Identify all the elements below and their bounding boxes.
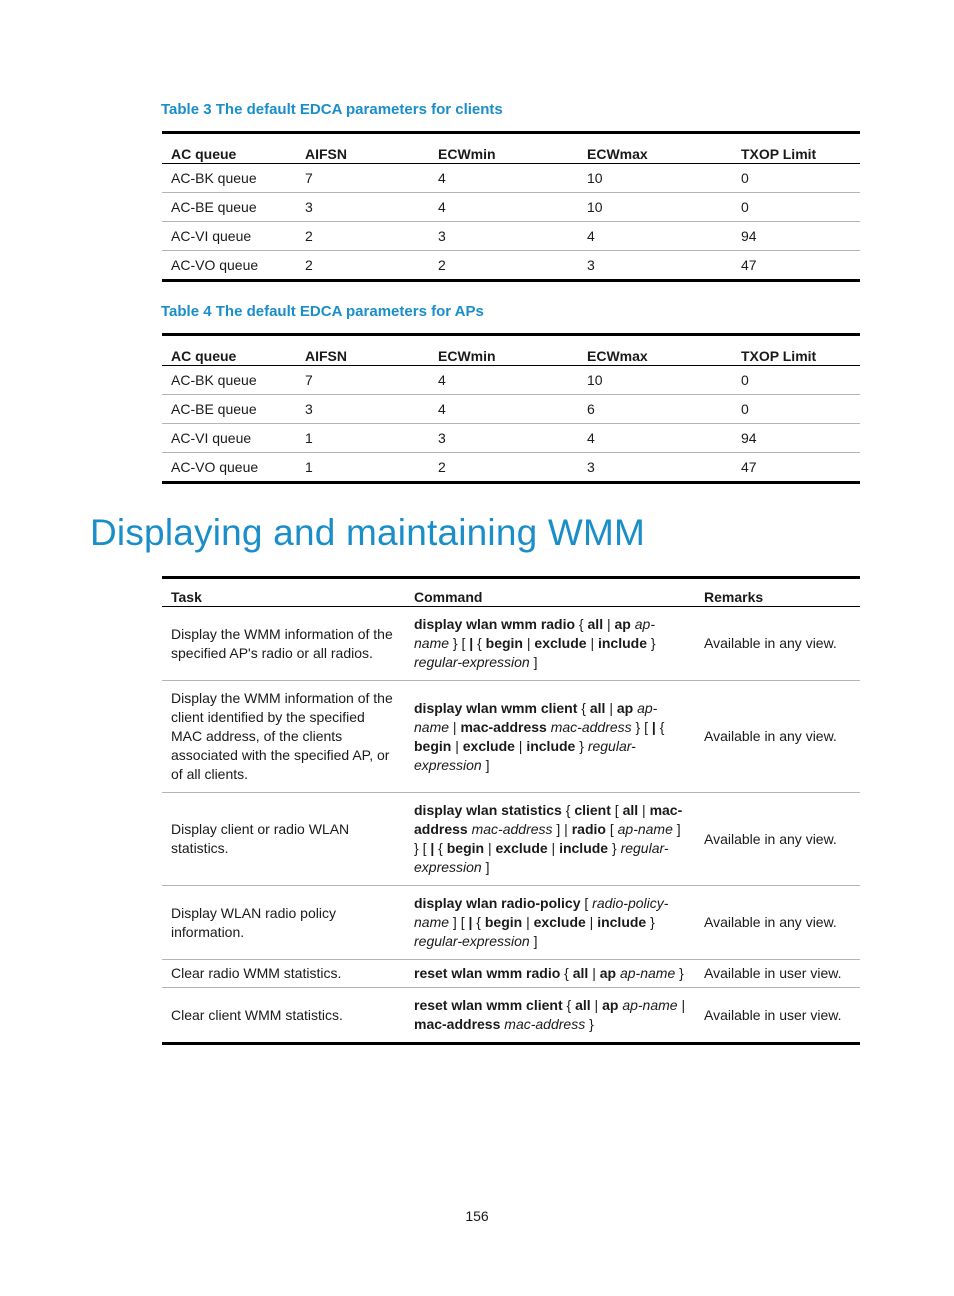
column-header: Command bbox=[405, 578, 695, 607]
column-header: AC queue bbox=[162, 335, 296, 366]
command-cell bbox=[405, 886, 695, 960]
command-argument: ap-name bbox=[414, 699, 658, 735]
table-row bbox=[162, 793, 860, 886]
table-cell: 2 bbox=[429, 453, 578, 483]
column-header: Task bbox=[162, 578, 405, 607]
command-keyword: | bbox=[651, 718, 656, 735]
table-row bbox=[162, 366, 860, 395]
command-keyword: | bbox=[469, 635, 474, 651]
command-keyword: all bbox=[622, 802, 639, 818]
command-keyword: ap bbox=[614, 616, 631, 632]
command-syntax: { bbox=[575, 616, 588, 632]
table-cell: AC-VI queue bbox=[162, 424, 296, 453]
remarks-cell: Available in any view. bbox=[695, 793, 860, 886]
table-cell: 3 bbox=[429, 222, 578, 251]
section-title: Displaying and maintaining WMM bbox=[90, 512, 646, 553]
column-header: Remarks bbox=[695, 578, 860, 607]
command-syntax: } [ bbox=[631, 718, 652, 735]
command-keyword: exclude bbox=[533, 914, 586, 930]
command-syntax: | bbox=[451, 737, 463, 754]
command-syntax: } bbox=[675, 965, 684, 981]
command-syntax: | bbox=[588, 965, 600, 981]
table-cell: 4 bbox=[429, 395, 578, 424]
command-syntax: { bbox=[655, 718, 665, 735]
table-row bbox=[162, 960, 860, 988]
command-keyword: radio bbox=[571, 821, 606, 837]
column-header: TXOP Limit bbox=[732, 133, 860, 164]
command-keyword: mac-address bbox=[414, 1016, 501, 1032]
command-keyword: | bbox=[468, 914, 473, 930]
table-row bbox=[162, 681, 860, 793]
table-cell: 3 bbox=[429, 424, 578, 453]
table-cell: AC-BK queue bbox=[162, 164, 296, 193]
task-cell: Clear radio WMM statistics. bbox=[162, 960, 405, 988]
wmm-commands-table bbox=[162, 576, 860, 1045]
command-syntax: ] } [ bbox=[414, 821, 681, 856]
remarks-cell: Available in user view. bbox=[695, 960, 860, 988]
table-cell: 7 bbox=[296, 164, 429, 193]
command-syntax: } bbox=[575, 737, 588, 754]
command-keyword: reset wlan wmm radio bbox=[414, 965, 561, 981]
task-cell: Display WLAN radio policy information. bbox=[162, 886, 405, 960]
command-syntax: | bbox=[603, 616, 615, 632]
table3-caption: Table 3 The default EDCA parameters for clients bbox=[161, 101, 503, 118]
command-keyword: begin bbox=[414, 737, 452, 754]
command-keyword: reset wlan wmm client bbox=[414, 997, 563, 1013]
command-cell bbox=[405, 681, 695, 793]
table-cell: 7 bbox=[296, 366, 429, 395]
command-syntax: [ bbox=[580, 895, 593, 911]
command-keyword: display wlan radio-policy bbox=[414, 895, 581, 911]
command-syntax: | bbox=[585, 914, 598, 930]
command-syntax: | bbox=[547, 840, 560, 856]
command-argument: ap-name bbox=[617, 821, 673, 837]
command-argument: regular-expression bbox=[414, 933, 530, 949]
command-keyword: all bbox=[572, 965, 589, 981]
table-header-row bbox=[162, 578, 860, 607]
command-syntax: { bbox=[560, 965, 573, 981]
command-syntax: | bbox=[677, 997, 686, 1013]
table-cell: 3 bbox=[296, 395, 429, 424]
table-cell: 0 bbox=[732, 366, 860, 395]
column-header: TXOP Limit bbox=[732, 335, 860, 366]
command-syntax: ] | bbox=[552, 821, 572, 837]
command-syntax: } [ bbox=[449, 635, 470, 651]
table-cell: 0 bbox=[732, 395, 860, 424]
command-keyword: begin bbox=[485, 635, 523, 651]
table-row bbox=[162, 607, 860, 681]
command-syntax: { bbox=[577, 699, 590, 716]
table4-caption: Table 4 The default EDCA parameters for APs bbox=[161, 303, 484, 320]
table-cell: 0 bbox=[732, 193, 860, 222]
command-syntax: | bbox=[523, 635, 535, 651]
command-syntax: ] bbox=[481, 859, 490, 875]
column-header: AIFSN bbox=[296, 335, 429, 366]
command-keyword: ap bbox=[599, 965, 617, 981]
column-header: AIFSN bbox=[296, 133, 429, 164]
table-cell: 94 bbox=[732, 424, 860, 453]
table3-edca-clients bbox=[162, 131, 860, 282]
command-keyword: all bbox=[587, 616, 604, 632]
command-keyword: exclude bbox=[534, 635, 587, 651]
table-row bbox=[162, 424, 860, 453]
command-keyword: display wlan wmm client bbox=[414, 699, 578, 716]
command-argument: radio-policy-name bbox=[414, 895, 669, 930]
page-number: 156 bbox=[465, 1208, 489, 1224]
table-cell: 3 bbox=[578, 251, 732, 281]
column-header: ECWmin bbox=[429, 133, 578, 164]
table-cell: 2 bbox=[296, 251, 429, 281]
command-keyword: ap bbox=[616, 699, 634, 716]
command-syntax: } bbox=[608, 840, 621, 856]
command-cell bbox=[405, 988, 695, 1044]
command-keyword: exclude bbox=[495, 840, 548, 856]
table-cell: 2 bbox=[296, 222, 429, 251]
column-header: ECWmax bbox=[578, 133, 732, 164]
remarks-cell: Available in user view. bbox=[695, 988, 860, 1044]
command-keyword: include bbox=[597, 914, 647, 930]
table4-edca-aps bbox=[162, 333, 860, 484]
table-cell: 0 bbox=[732, 164, 860, 193]
command-keyword: include bbox=[597, 635, 647, 651]
command-syntax: { bbox=[472, 914, 485, 930]
task-cell: Display the WMM information of the specified AP's radio or all radios. bbox=[162, 607, 405, 681]
command-syntax: ] [ bbox=[449, 914, 469, 930]
command-keyword: include bbox=[559, 840, 609, 856]
table-row bbox=[162, 222, 860, 251]
command-argument: mac-address bbox=[550, 718, 632, 735]
command-syntax: ] bbox=[529, 654, 538, 670]
table-cell: 10 bbox=[578, 366, 732, 395]
command-syntax: { bbox=[561, 802, 575, 818]
command-argument: regular-expression bbox=[414, 840, 669, 875]
command-argument: regular-expression bbox=[414, 737, 636, 773]
table-header-row bbox=[162, 335, 860, 366]
remarks-cell: Available in any view. bbox=[695, 886, 860, 960]
column-header: AC queue bbox=[162, 133, 296, 164]
table-cell: 1 bbox=[296, 453, 429, 483]
command-syntax: | bbox=[484, 840, 496, 856]
task-cell: Clear client WMM statistics. bbox=[162, 988, 405, 1044]
table-cell: 1 bbox=[296, 424, 429, 453]
table-cell: 94 bbox=[732, 222, 860, 251]
command-syntax: ] bbox=[481, 756, 490, 773]
table-cell: AC-VO queue bbox=[162, 251, 296, 281]
table-row bbox=[162, 886, 860, 960]
table-cell: 4 bbox=[429, 193, 578, 222]
table-cell: 47 bbox=[732, 251, 860, 281]
command-cell bbox=[405, 607, 695, 681]
table-cell: 10 bbox=[578, 164, 732, 193]
command-keyword: client bbox=[574, 802, 611, 818]
command-syntax: | bbox=[449, 718, 461, 735]
command-syntax: | bbox=[514, 737, 527, 754]
command-argument: mac-address bbox=[504, 1016, 586, 1032]
table-cell: 2 bbox=[429, 251, 578, 281]
command-syntax: | bbox=[586, 635, 598, 651]
command-keyword: ap bbox=[602, 997, 619, 1013]
table-cell: 10 bbox=[578, 193, 732, 222]
command-keyword: begin bbox=[446, 840, 485, 856]
command-syntax: | bbox=[605, 699, 617, 716]
table-cell: 4 bbox=[429, 366, 578, 395]
table-cell: 47 bbox=[732, 453, 860, 483]
command-argument: ap-name bbox=[619, 965, 676, 981]
command-syntax: | bbox=[590, 997, 603, 1013]
table-row bbox=[162, 193, 860, 222]
table-row bbox=[162, 988, 860, 1044]
remarks-cell: Available in any view. bbox=[695, 681, 860, 793]
command-keyword: mac-address bbox=[460, 718, 547, 735]
command-keyword: exclude bbox=[462, 737, 515, 754]
table-row bbox=[162, 251, 860, 281]
command-syntax: { bbox=[562, 997, 576, 1013]
command-keyword: all bbox=[589, 699, 606, 716]
command-syntax: { bbox=[434, 840, 447, 856]
command-keyword: include bbox=[526, 737, 576, 754]
table-cell: AC-VO queue bbox=[162, 453, 296, 483]
command-keyword: | bbox=[430, 840, 435, 856]
command-cell bbox=[405, 960, 695, 988]
command-argument: mac-address bbox=[471, 821, 553, 837]
command-keyword: display wlan wmm radio bbox=[414, 616, 576, 632]
table-cell: AC-VI queue bbox=[162, 222, 296, 251]
table-header-row bbox=[162, 133, 860, 164]
column-header: ECWmax bbox=[578, 335, 732, 366]
table-cell: 6 bbox=[578, 395, 732, 424]
table-cell: 4 bbox=[578, 424, 732, 453]
command-syntax: } bbox=[647, 635, 656, 651]
table-cell: 3 bbox=[578, 453, 732, 483]
table-cell: AC-BE queue bbox=[162, 193, 296, 222]
command-syntax: ] bbox=[529, 933, 538, 949]
table-row bbox=[162, 164, 860, 193]
table-cell: 4 bbox=[429, 164, 578, 193]
command-argument: ap-name bbox=[414, 616, 655, 651]
command-syntax: [ bbox=[610, 802, 623, 818]
command-syntax: | bbox=[522, 914, 534, 930]
command-keyword: display wlan statistics bbox=[414, 802, 562, 818]
command-cell bbox=[405, 793, 695, 886]
command-syntax: [ bbox=[605, 821, 618, 837]
table-cell: 4 bbox=[578, 222, 732, 251]
column-header: ECWmin bbox=[429, 335, 578, 366]
command-keyword: begin bbox=[484, 914, 523, 930]
task-cell: Display the WMM information of the client identified by the specified MAC address, of the clients associated with the specified AP, or of all clients. bbox=[162, 681, 405, 793]
table-cell: AC-BE queue bbox=[162, 395, 296, 424]
command-keyword: all bbox=[575, 997, 591, 1013]
command-argument: regular-expression bbox=[414, 654, 530, 670]
command-syntax: } bbox=[585, 1016, 594, 1032]
command-syntax: } bbox=[646, 914, 655, 930]
table-cell: AC-BK queue bbox=[162, 366, 296, 395]
table-row bbox=[162, 453, 860, 483]
table-cell: 3 bbox=[296, 193, 429, 222]
command-argument: ap-name bbox=[622, 997, 678, 1013]
command-syntax: | bbox=[638, 802, 650, 818]
command-keyword: mac-address bbox=[414, 802, 683, 837]
remarks-cell: Available in any view. bbox=[695, 607, 860, 681]
command-syntax: { bbox=[473, 635, 486, 651]
table-row bbox=[162, 395, 860, 424]
task-cell: Display client or radio WLAN statistics. bbox=[162, 793, 405, 886]
